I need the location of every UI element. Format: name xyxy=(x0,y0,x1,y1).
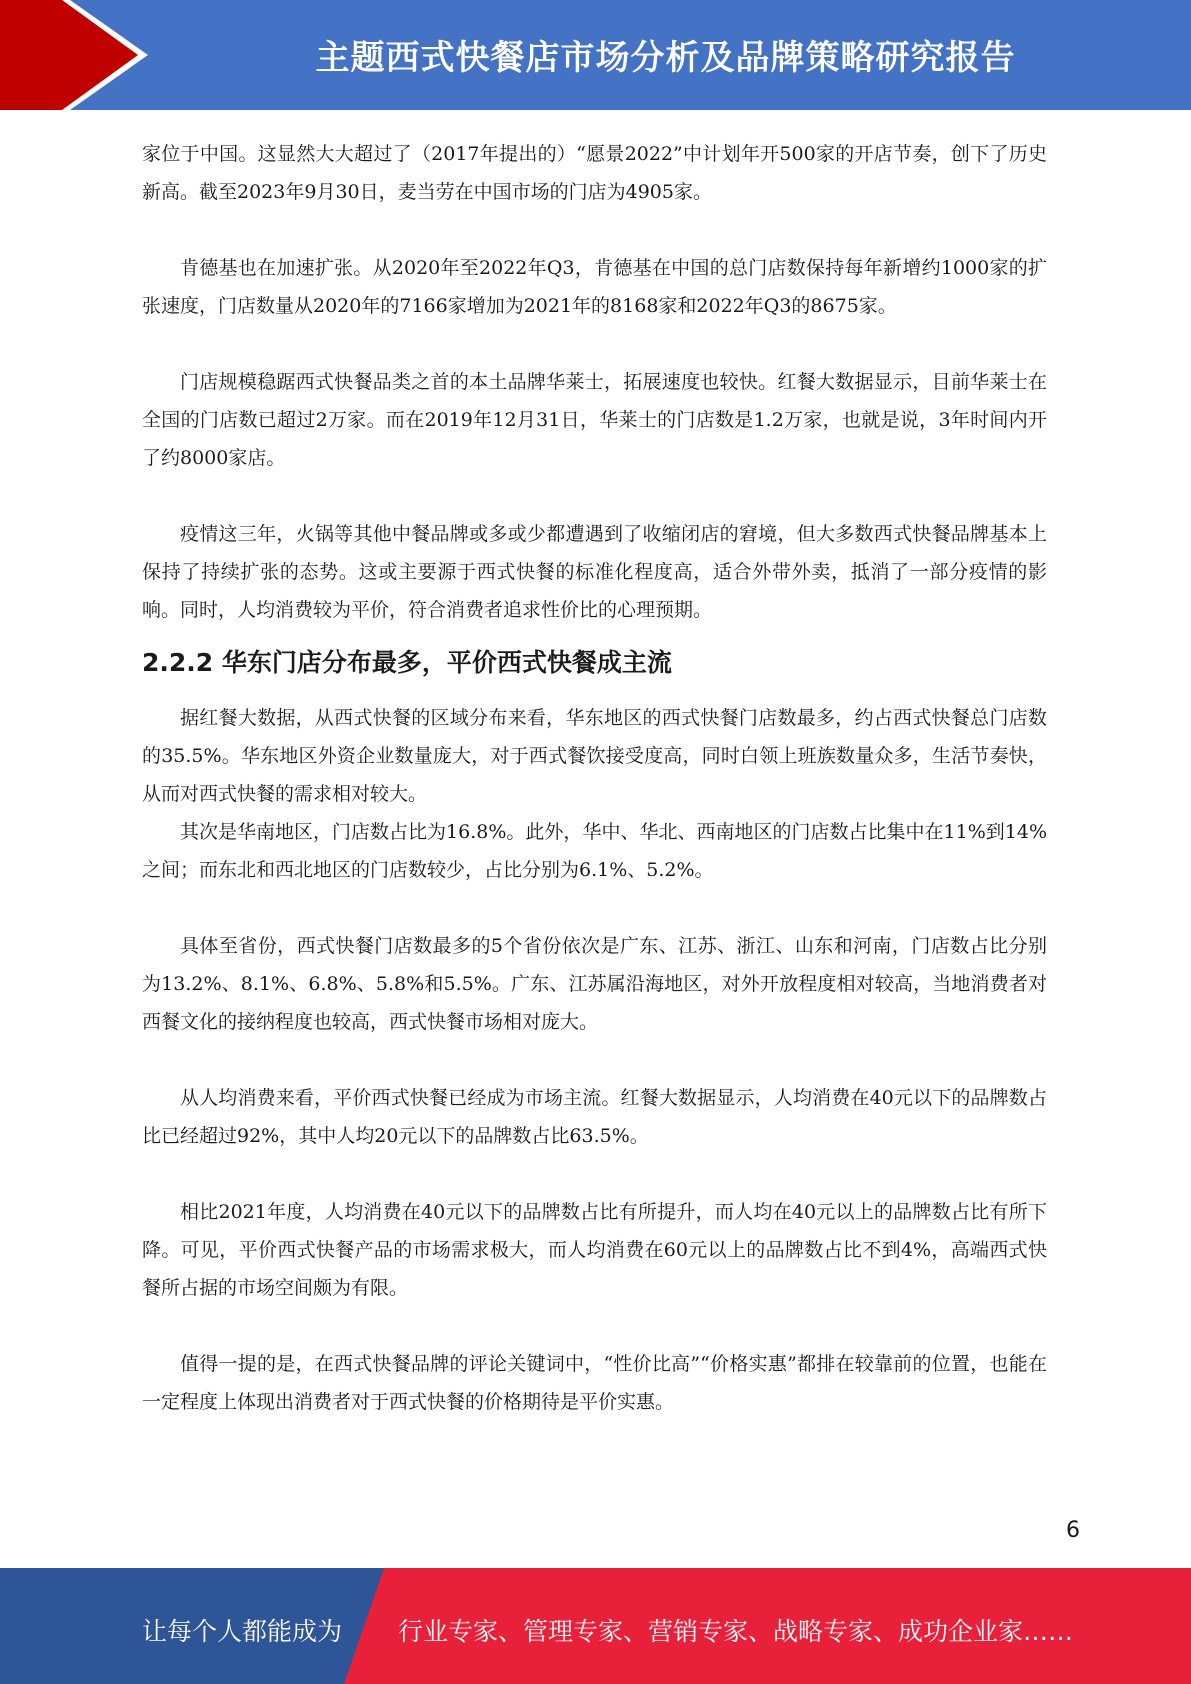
paragraph-keywords: 值得一提的是，在西式快餐品牌的评论关键词中，“性价比高”“价格实惠”都排在较靠前的位置，也能在一定程度上体现出消费者对于西式快餐的价格期待是平价实惠。 xyxy=(142,1353,1047,1413)
paragraph-kfc: 肯德基也在加速扩张。从2020年至2022年Q3，肯德基在中国的总门店数保持每年新增约1000家的扩张速度，门店数量从2020年的7166家增加为2021年的8168家和2022年Q3的8675家。 xyxy=(142,257,1047,317)
page-header xyxy=(0,0,1191,110)
page-footer xyxy=(0,1568,1191,1684)
report-title: 主题西式快餐店市场分析及品牌策略研究报告 xyxy=(315,38,1016,78)
paragraph-comparison-2021: 相比2021年度，人均消费在40元以下的品牌数占比有所提升，而人均在40元以上的品牌数占比有所下降。可见，平价西式快餐产品的市场需求极大，而人均消费在60元以上的品牌数占比不到4%，高端西式快餐所占据的市场空间颇为有限。 xyxy=(142,1201,1047,1299)
paragraph-provinces: 具体至省份，西式快餐门店数最多的5个省份依次是广东、江苏、浙江、山东和河南，门店数占比分别为13.2%、8.1%、6.8%、5.8%和5.5%。广东、江苏属沿海地区，对外开放程度相对较高，当地消费者对西餐文化的接纳程度也较高，西式快餐市场相对庞大。 xyxy=(142,935,1047,1033)
section-heading: 2.2.2 华东门店分布最多，平价西式快餐成主流 xyxy=(142,648,672,677)
paragraph-pandemic: 疫情这三年，火锅等其他中餐品牌或多或少都遭遇到了收缩闭店的窘境，但大多数西式快餐品牌基本上保持了持续扩张的态势。这或主要源于西式快餐的标准化程度高，适合外带外卖，抵消了一部分疫情的影响。同时，人均消费较为平价，符合消费者追求性价比的心理预期。 xyxy=(142,523,1047,621)
paragraph-wallace: 门店规模稳踞西式快餐品类之首的本土品牌华莱士，拓展速度也较快。红餐大数据显示，目前华莱士在全国的门店数已超过2万家。而在2019年12月31日，华莱士的门店数是1.2万家，也就是说，3年时间内开了约8000家店。 xyxy=(142,371,1047,469)
paragraph-continued: 家位于中国。这显然大大超过了（2017年提出的）“愿景2022”中计划年开500家的开店节奏，创下了历史新高。截至2023年9月30日，麦当劳在中国市场的门店为4905家。 xyxy=(142,143,1047,203)
paragraph-east-china: 据红餐大数据，从西式快餐的区域分布来看，华东地区的西式快餐门店数最多，约占西式快餐总门店数的35.5%。华东地区外资企业数量庞大，对于西式餐饮接受度高，同时白领上班族数量众多，生活节奏快，从而对西式快餐的需求相对较大。 xyxy=(142,707,1047,805)
footer-slogan-right: 行业专家、管理专家、营销专家、战略专家、成功企业家…… xyxy=(398,1617,1074,1646)
document-body xyxy=(142,135,1047,1421)
paragraph-per-capita: 从人均消费来看，平价西式快餐已经成为市场主流。红餐大数据显示，人均消费在40元以下的品牌数占比已经超过92%，其中人均20元以下的品牌数占比63.5%。 xyxy=(142,1087,1047,1147)
header-arrow-decoration xyxy=(0,0,160,110)
paragraph-south-china: 其次是华南地区，门店数占比为16.8%。此外，华中、华北、西南地区的门店数占比集中在11%到14%之间；而东北和西北地区的门店数较少，占比分别为6.1%、5.2%。 xyxy=(142,821,1047,881)
page-number: 6 xyxy=(1066,1518,1080,1543)
footer-slogan-left: 让每个人都能成为 xyxy=(142,1617,343,1646)
